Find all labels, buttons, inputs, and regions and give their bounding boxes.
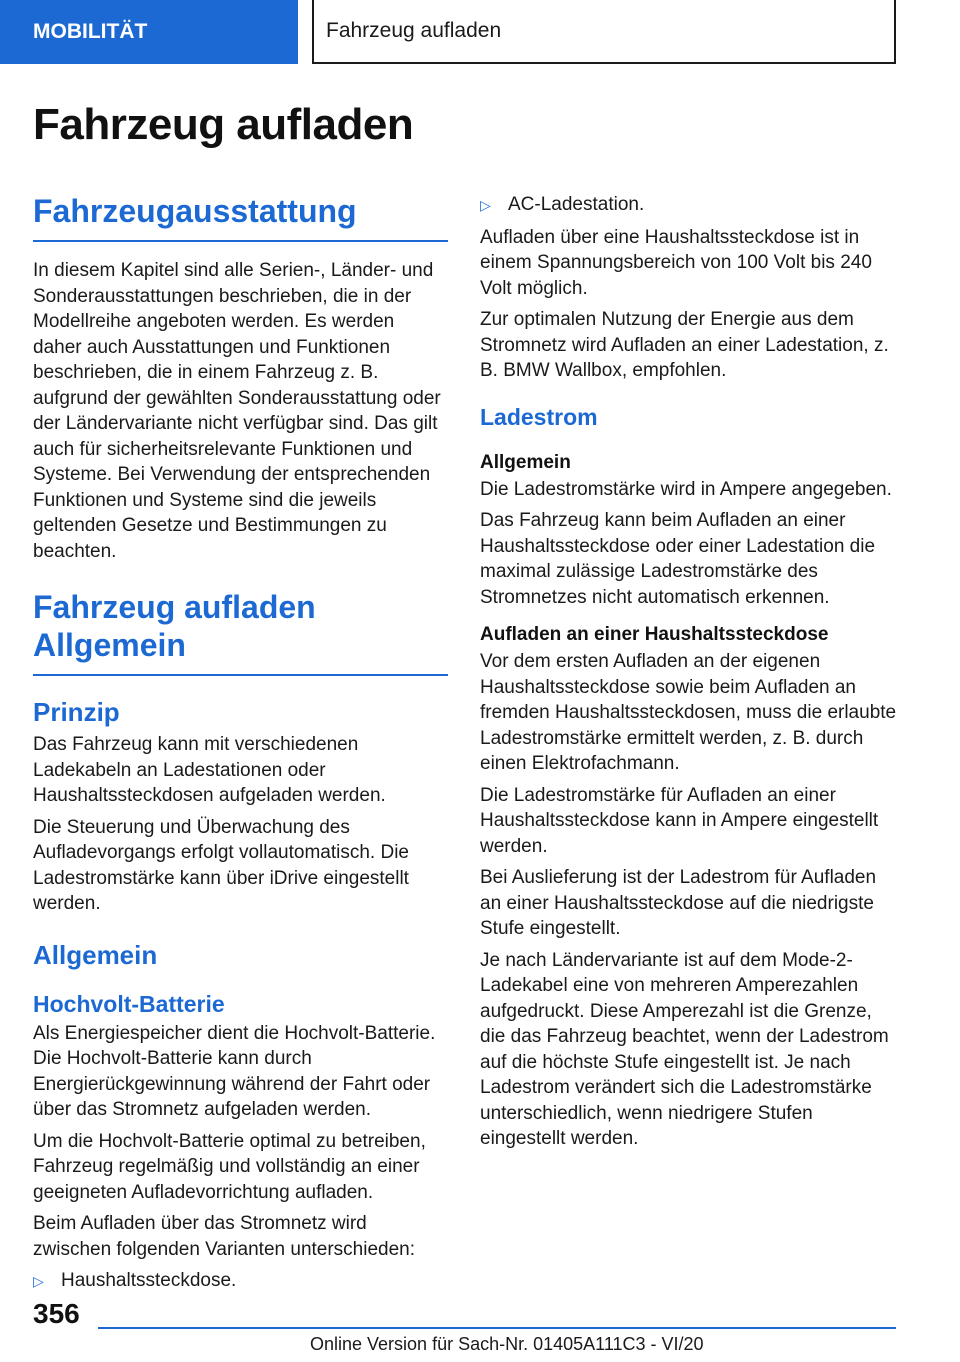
list-item [33,1268,448,1295]
heading-hochvolt-batterie: Hochvolt-Batterie [33,990,225,1017]
page-title: Fahrzeug aufladen [33,100,414,149]
section-tab-label: MOBILITÄT [33,20,148,43]
right-column [480,192,900,1158]
heading-allgemein: Allgemein [33,939,158,970]
paragraph-prinzip-2: Die Steuerung und Überwachung des Aufladevorgangs erfolgt vollautomatisch. Die Ladestromstärke kann über iDrive eingestellt werden. [33,816,409,914]
paragraph-erkennen: Das Fahrzeug kann beim Aufladen an einer Haushaltssteckdose oder einer Ladestation die maximal zulässige Ladestromstärke des Stromnetzes nicht automatisch erkennen. [480,510,876,608]
paragraph-steckdose-1: Vor dem ersten Aufladen an der eigenen Haushaltssteckdose sowie beim Aufladen an fremden Haushaltssteckdosen, muss die erlaubte Ladestromstärke ermittelt werden, z. B. durch einen Elektrofachmann. [480,651,897,774]
heading-fahrzeugausstattung: Fahrzeugausstattung [33,192,448,242]
heading-line-1: Fahrzeug aufladen [33,589,316,625]
list-item [480,192,900,219]
paragraph-wallbox: Zur optimalen Nutzung der Energie aus dem Stromnetz wird Aufladen an einer Ladestation, z. B. BMW Wallbox, empfohlen. [480,309,889,381]
heading-ladestrom: Ladestrom [480,403,598,430]
page-number: 356 [33,1298,80,1329]
paragraph-batterie-2: Um die Hochvolt-Batterie optimal zu betreiben, Fahrzeug regelmäßig und vollständig an einer geeigneten Aufladevorrichtung aufladen. [33,1130,426,1203]
heading-fahrzeug-aufladen-allgemein [33,588,448,676]
paragraph-steckdose-2: Die Ladestromstärke für Aufladen an einer Haushaltssteckdose kann in Ampere eingestellt werden. [480,784,879,857]
list-item-text: AC-Ladestation. [508,194,645,215]
footer-divider [98,1327,896,1329]
left-column [33,192,448,1301]
heading-prinzip: Prinzip [33,697,120,727]
heading-line-2: Allgemein [33,627,186,663]
heading-allgemein-right: Allgemein [480,451,571,473]
paragraph-ampere: Die Ladestromstärke wird in Ampere angegeben. [480,478,892,500]
triangle-bullet-icon: ▷ [33,1273,44,1289]
paragraph-batterie-3: Beim Aufladen über das Stromnetz wird zwischen folgenden Varianten unterschieden: [33,1213,416,1260]
paragraph-steckdose-3: Bei Auslieferung ist der Ladestrom für Aufladen an einer Haushaltssteckdose auf die niedrigste Stufe eingestellt. [480,867,877,939]
chapter-header [312,0,896,64]
triangle-bullet-icon: ▷ [480,197,491,213]
heading-aufladen-haushaltssteckdose: Aufladen an einer Haushaltssteckdose [480,624,829,645]
paragraph-haushalt: Aufladen über eine Haushaltssteckdose ist in einem Spannungsbereich von 100 Volt bis 240 Volt möglich. [480,226,872,299]
section-tab [0,0,298,64]
chapter-header-label: Fahrzeug aufladen [326,19,502,42]
paragraph-ausstattung: In diesem Kapitel sind alle Serien-, Länder- und Sonderausstattungen beschrieben, die in der Modellreihe angeboten werden. Es werden daher auch Ausstattungen und Funktionen beschrieben, die in einem Fahrzeug z. B. aufgrund der gewählten Sonderausstattung oder der Ländervariante nicht verfügbar sind. Das gilt auch für sicherheitsrelevante Funktionen und Systeme. Bei Verwendung der entsprechenden Funktionen und Systeme sind die jeweils geltenden Gesetze und Bestimmungen zu beachten. [33,260,441,562]
footer-version-text: Online Version für Sach-Nr. 01405A111C3 - VI/20 [310,1334,704,1354]
paragraph-batterie-1: Als Energiespeicher dient die Hochvolt-Batterie. Die Hochvolt-Batterie kann durch Energierückgewinnung während der Fahrt oder über das Stromnetz aufgeladen werden. [33,1022,436,1120]
paragraph-steckdose-4: Je nach Ländervariante ist auf dem Mode-2-Ladekabel eine von mehreren Amperezahlen aufgedruckt. Diese Amperezahl ist die Grenze, die das Fahrzeug beachtet, wenn der Ladestrom auf die höchste Stufe eingestellt ist. Je nach Ladestrom verändert sich die Ladestromstärke unterschiedlich, wenn niedrigere Stufen eingestellt werden. [480,949,889,1149]
list-item-text: Haushaltssteckdose. [61,1270,237,1291]
paragraph-prinzip-1: Das Fahrzeug kann mit verschiedenen Ladekabeln an Ladestationen oder Haushaltssteckdosen aufgeladen werden. [33,734,386,806]
